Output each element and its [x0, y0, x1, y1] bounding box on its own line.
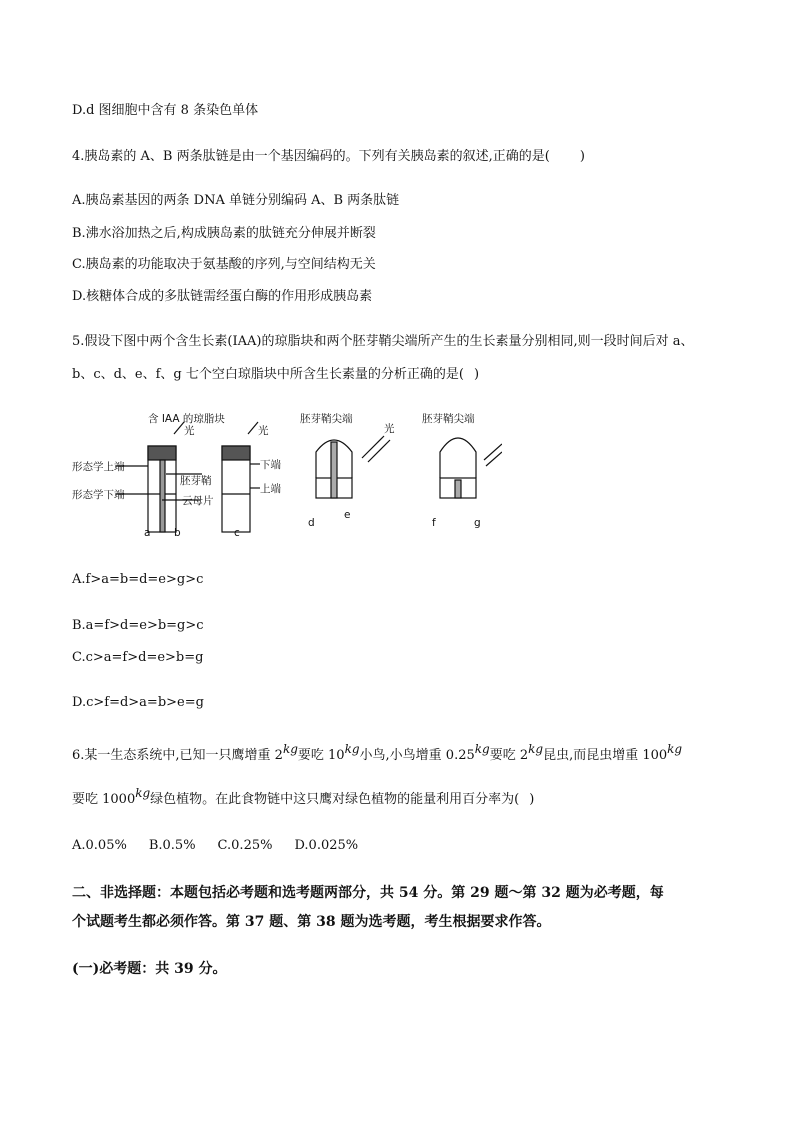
- fig-tip-title-2: 胚芽鞘尖端: [422, 413, 475, 425]
- q6-option-a: A.0.05%: [72, 838, 127, 853]
- q5-option-c: C.c>a=f>d=e>b=g: [72, 650, 204, 665]
- fig-letter-b: b: [174, 527, 181, 538]
- fig-mica: 云母片: [182, 495, 214, 507]
- q4-option-b: B.沸水浴加热之后,构成胰岛素的肽链充分伸展并断裂: [72, 226, 376, 241]
- q6-stem-line1: 6.某一生态系统中,已知一只鹰增重 2kg要吃 10kg小鸟,小鸟增重 0.25kg要吃 2kg昆虫,而昆虫增重 100kg: [72, 742, 683, 763]
- q4-option-d: D.核糖体合成的多肽链需经蛋白酶的作用形成胰岛素: [72, 289, 373, 304]
- section2-line2: 个试题考生都必须作答。第 37 题、第 38 题为选考题，考生根据要求作答。: [72, 914, 551, 930]
- fig-letter-e: e: [344, 509, 351, 521]
- q4-option-a: A.胰岛素基因的两条 DNA 单链分别编码 A、B 两条肽链: [72, 193, 400, 208]
- q5-stem-line1: 5.假设下图中两个含生长素(IAA)的琼脂块和两个胚芽鞘尖端所产生的生长素量分别相同,则一段时间后对 a、: [72, 334, 694, 349]
- fig-letter-c: c: [234, 527, 240, 538]
- fig-light-3: 光: [384, 423, 395, 435]
- fig-coleoptile: 胚芽鞘: [180, 475, 212, 487]
- fig-letter-d: d: [308, 517, 315, 529]
- fig-light-1: 光: [184, 425, 195, 437]
- q4-option-c: C.胰岛素的功能取决于氨基酸的序列,与空间结构无关: [72, 257, 376, 272]
- fig-morph-bottom: 形态学下端: [72, 489, 125, 501]
- q3-option-d: D.d 图细胞中含有 8 条染色单体: [72, 103, 259, 118]
- fig-letter-a: a: [144, 527, 151, 538]
- q5-stem-line2: b、c、d、e、f、g 七个空白琼脂块中所含生长素量的分析正确的是( ): [72, 367, 480, 382]
- q6-option-d: D.0.025%: [294, 838, 359, 853]
- fig-letter-f: f: [432, 517, 436, 529]
- fig-light-2: 光: [258, 425, 269, 437]
- section2-line1: 二、非选择题：本题包括必考题和选考题两部分，共 54 分。第 29 题～第 32 题为必考题，每: [72, 885, 664, 901]
- fig-morph-top: 形态学上端: [72, 461, 125, 473]
- q6-stem-line2: 要吃 1000kg绿色植物。在此食物链中这只鹰对绿色植物的能量利用百分率为( ): [72, 786, 535, 807]
- fig-lower-end: 下端: [260, 459, 281, 471]
- fig-upper-end: 上端: [260, 483, 281, 495]
- q5-option-a: A.f>a=b=d=e>g>c: [72, 572, 204, 587]
- section2-subheading: (一)必考题：共 39 分。: [72, 961, 227, 977]
- q5-option-d: D.c>f=d>a=b>e=g: [72, 695, 204, 710]
- q6-option-c: C.0.25%: [217, 838, 273, 853]
- fig-title-left: 含 IAA 的琼脂块: [148, 413, 225, 425]
- fig-letter-g: g: [474, 517, 481, 529]
- q6-options: [72, 837, 380, 855]
- fig-tip-title-1: 胚芽鞘尖端: [300, 413, 353, 425]
- q4-stem: 4.胰岛素的 A、B 两条肽链是由一个基因编码的。下列有关胰岛素的叙述,正确的是( ): [72, 149, 585, 164]
- auxin-experiment-figure: [72, 408, 502, 538]
- q5-option-b: B.a=f>d=e>b=g>c: [72, 618, 204, 633]
- q6-option-b: B.0.5%: [148, 838, 196, 853]
